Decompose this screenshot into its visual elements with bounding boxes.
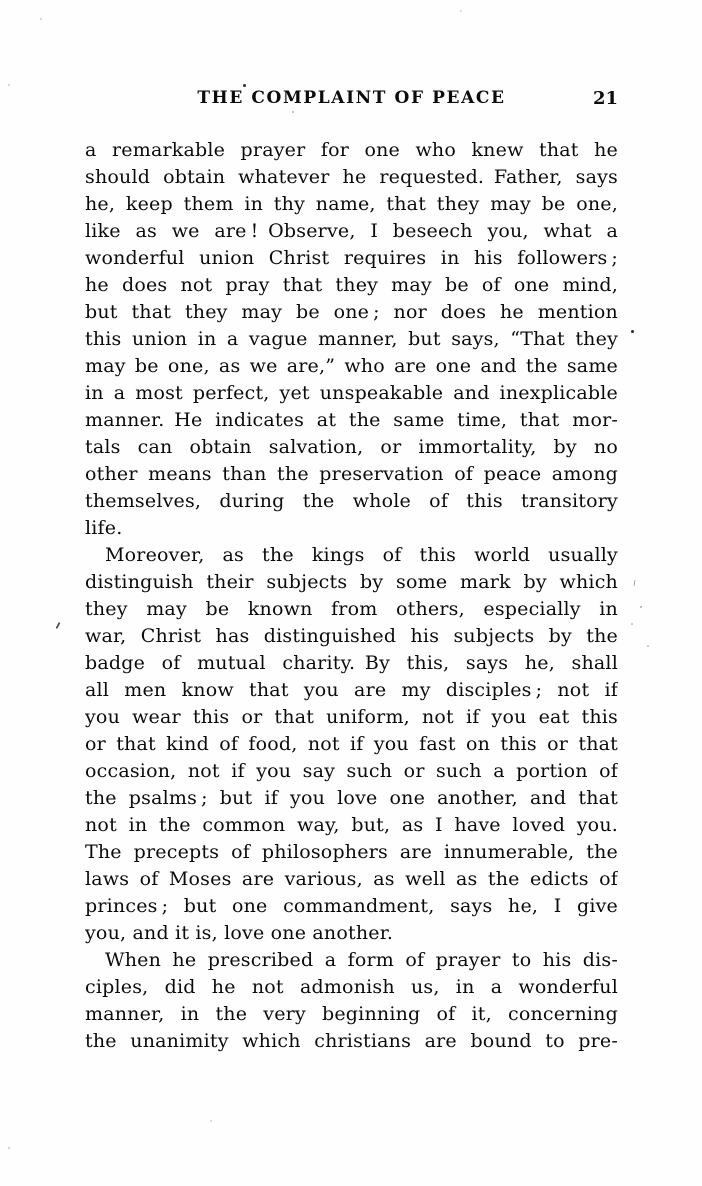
scan-speck — [460, 10, 462, 12]
text-line: not in the common way, but, as I have loved you. — [85, 814, 618, 836]
text-line: occasion, not if you say such or such a portion of — [85, 760, 618, 782]
scan-speck — [40, 18, 42, 20]
text-line: wonderful union Christ requires in his followers ; — [85, 247, 618, 269]
text-line: When he prescribed a form of prayer to his dis- — [105, 949, 618, 971]
scan-speck — [210, 1120, 212, 1122]
scan-speck — [292, 111, 294, 113]
running-title: THE COMPLAINT OF PEACE — [197, 88, 506, 108]
text-line: should obtain whatever he requested. Father, says — [85, 166, 618, 188]
text-line: he does not pray that they may be of one mind, — [85, 274, 618, 296]
text-line: princes ; but one commandment, says he, I give — [85, 895, 618, 917]
text-line: distinguish their subjects by some mark by which — [85, 571, 618, 593]
text-line: life. — [85, 517, 123, 539]
text-line: other means than the preservation of peace among — [85, 463, 618, 485]
text-line: this union in a vague manner, but says, “That they — [85, 328, 618, 350]
text-line: badge of mutual charity. By this, says he, shall — [85, 652, 618, 674]
text-line: laws of Moses are various, as well as the edicts of — [85, 868, 618, 890]
text-line: manner, in the very beginning of it, concerning — [85, 1003, 618, 1025]
text-line: you wear this or that uniform, not if you eat this — [85, 706, 618, 728]
scan-speck — [640, 606, 642, 608]
text-line: Moreover, as the kings of this world usually — [105, 544, 618, 566]
scan-speck — [633, 580, 635, 586]
scan-speck — [631, 623, 633, 625]
text-line: or that kind of food, not if you fast on this or that — [85, 733, 618, 755]
page-number: 21 — [592, 88, 618, 109]
text-line: The precepts of philosophers are innumerable, the — [85, 841, 618, 863]
text-line: but that they may be one ; nor does he mention — [85, 301, 618, 323]
text-line: all men know that you are my disciples ; not if — [85, 679, 618, 701]
scan-speck — [631, 330, 634, 333]
text-line: a remarkable prayer for one who knew that he — [85, 139, 618, 161]
page-header — [85, 88, 618, 110]
text-line: tals can obtain salvation, or immortality, by no — [85, 436, 618, 458]
text-line: like as we are ! Observe, I beseech you, what a — [85, 220, 618, 242]
text-line: he, keep them in thy name, that they may be one, — [85, 193, 618, 215]
text-line: the psalms ; but if you love one another, and that — [85, 787, 618, 809]
text-line: in a most perfect, yet unspeakable and inexplicable — [85, 382, 618, 404]
scan-speck — [243, 84, 246, 87]
text-line: themselves, during the whole of this transitory — [85, 490, 618, 512]
text-line: the unanimity which christians are bound to pre- — [85, 1030, 618, 1052]
text-line: war, Christ has distinguished his subjects by the — [85, 625, 618, 647]
text-line: may be one, as we are,” who are one and the same — [85, 355, 618, 377]
scan-speck — [647, 645, 649, 647]
scan-speck — [8, 84, 10, 86]
text-line: ciples, did he not admonish us, in a wonderful — [85, 976, 618, 998]
text-line: manner. He indicates at the same time, that mor- — [85, 409, 618, 431]
scan-speck — [55, 622, 60, 629]
body-text — [85, 137, 618, 1055]
text-line: you, and it is, love one another. — [85, 922, 394, 944]
text-line: they may be known from others, especially in — [85, 598, 618, 620]
scan-speck — [8, 1147, 10, 1149]
